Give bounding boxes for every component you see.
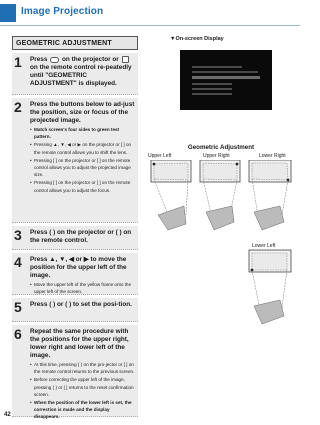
step-number: 1 xyxy=(14,54,22,70)
header-rule xyxy=(0,25,300,26)
step-6 xyxy=(12,325,138,420)
step-number: 6 xyxy=(14,326,22,342)
step-3-text: Press ( ) on the projector or ( ) on the remote control. xyxy=(30,229,132,244)
page-number: 42 xyxy=(4,412,11,418)
step-2-bullet: • Pressing [ ] on the projector or [ ] on the remote control allows you to adjust the focus. xyxy=(30,179,135,193)
instructions-column xyxy=(12,36,138,420)
step-number: 4 xyxy=(14,254,22,270)
step-4 xyxy=(12,253,138,295)
step-2-bullet: • Pressing [ ] on the projector or [ ] on the remote control allows you to adjust the projected image size. xyxy=(30,157,135,179)
step-number: 3 xyxy=(14,227,22,243)
panel-lower-left xyxy=(249,250,291,272)
step-6-text: Repeat the same procedure with the positions for the upper right, lower right and lower left of the image. xyxy=(30,328,129,359)
caption-upper-right: Upper Right xyxy=(203,153,230,159)
caption-lower-right: Lower Right xyxy=(259,153,286,159)
page-title: Image Projection xyxy=(21,6,104,17)
step-2-bullet: • Match screen's four sides to green test pattern. xyxy=(30,126,135,140)
step-4-bullet: • Move the upper left of the yellow frame onto the upper left of the screen. xyxy=(30,281,135,295)
step-2 xyxy=(12,98,138,223)
osd-highlight-bar xyxy=(192,76,260,79)
panel-upper-left xyxy=(151,160,191,230)
panel-lower-right xyxy=(249,160,291,230)
step-number: 2 xyxy=(14,99,22,115)
caption-upper-left: Upper Left xyxy=(148,153,172,159)
remote-button-icon xyxy=(122,56,129,63)
lower-left-projection-illustration xyxy=(148,270,294,380)
step-1 xyxy=(12,53,138,95)
corner-marker-icon xyxy=(236,163,239,166)
step-2-bullet: • Pressing ▲, ▼, ◀ or ▶ on the projector or [ ] on the remote control allows you to shift the lens. xyxy=(30,141,135,155)
step-2-text: Press the buttons below to ad-just the position, size or focus of the projected image. xyxy=(30,101,135,124)
step-3 xyxy=(12,226,138,250)
step-6-bullet: • At this time, pressing ( ) on the pro-jector or [ ] on the remote control returns to the previous screen. xyxy=(30,361,135,375)
section-title: GEOMETRIC ADJUSTMENT xyxy=(12,36,138,50)
step-1-text-a: Press xyxy=(30,56,48,64)
step-1-text-c: on the remote control re-peatedly until "GEOMETRIC ADJUSTMENT" is displayed. xyxy=(30,64,132,88)
osd-display xyxy=(148,44,294,122)
projector-button-icon xyxy=(50,57,59,63)
step-1-text-b: on the projector or xyxy=(61,56,119,64)
step-5-text: Press ( ) or ( ) to set the posi-tion. xyxy=(30,301,132,308)
step-6-bullet: • Before correcting the upper left of the image, pressing ( ) or [ ] returns to the reset confirmation screen. xyxy=(30,376,135,398)
osd-screen xyxy=(180,50,272,110)
step-number: 5 xyxy=(14,299,22,315)
illustration-column xyxy=(148,36,294,249)
caption-lower-left: Lower Left xyxy=(252,243,276,249)
header-tab-marker xyxy=(0,4,16,22)
corner-marker-icon xyxy=(153,163,156,166)
step-5 xyxy=(12,298,138,322)
page-header xyxy=(0,0,300,26)
panel-upper-right xyxy=(200,160,240,230)
geometric-title: Geometric Adjustment xyxy=(187,144,255,151)
osd-label: ▼On-screen Display xyxy=(170,36,224,42)
step-4-text: Press ▲, ▼, ◀ or ▶ to move the position for the upper left of the image. xyxy=(30,256,127,279)
geometric-adjustment-illustration xyxy=(148,160,294,280)
step-6-bullet: • When the position of the lower left is set, the correction is made and the display disappears. xyxy=(30,399,135,421)
